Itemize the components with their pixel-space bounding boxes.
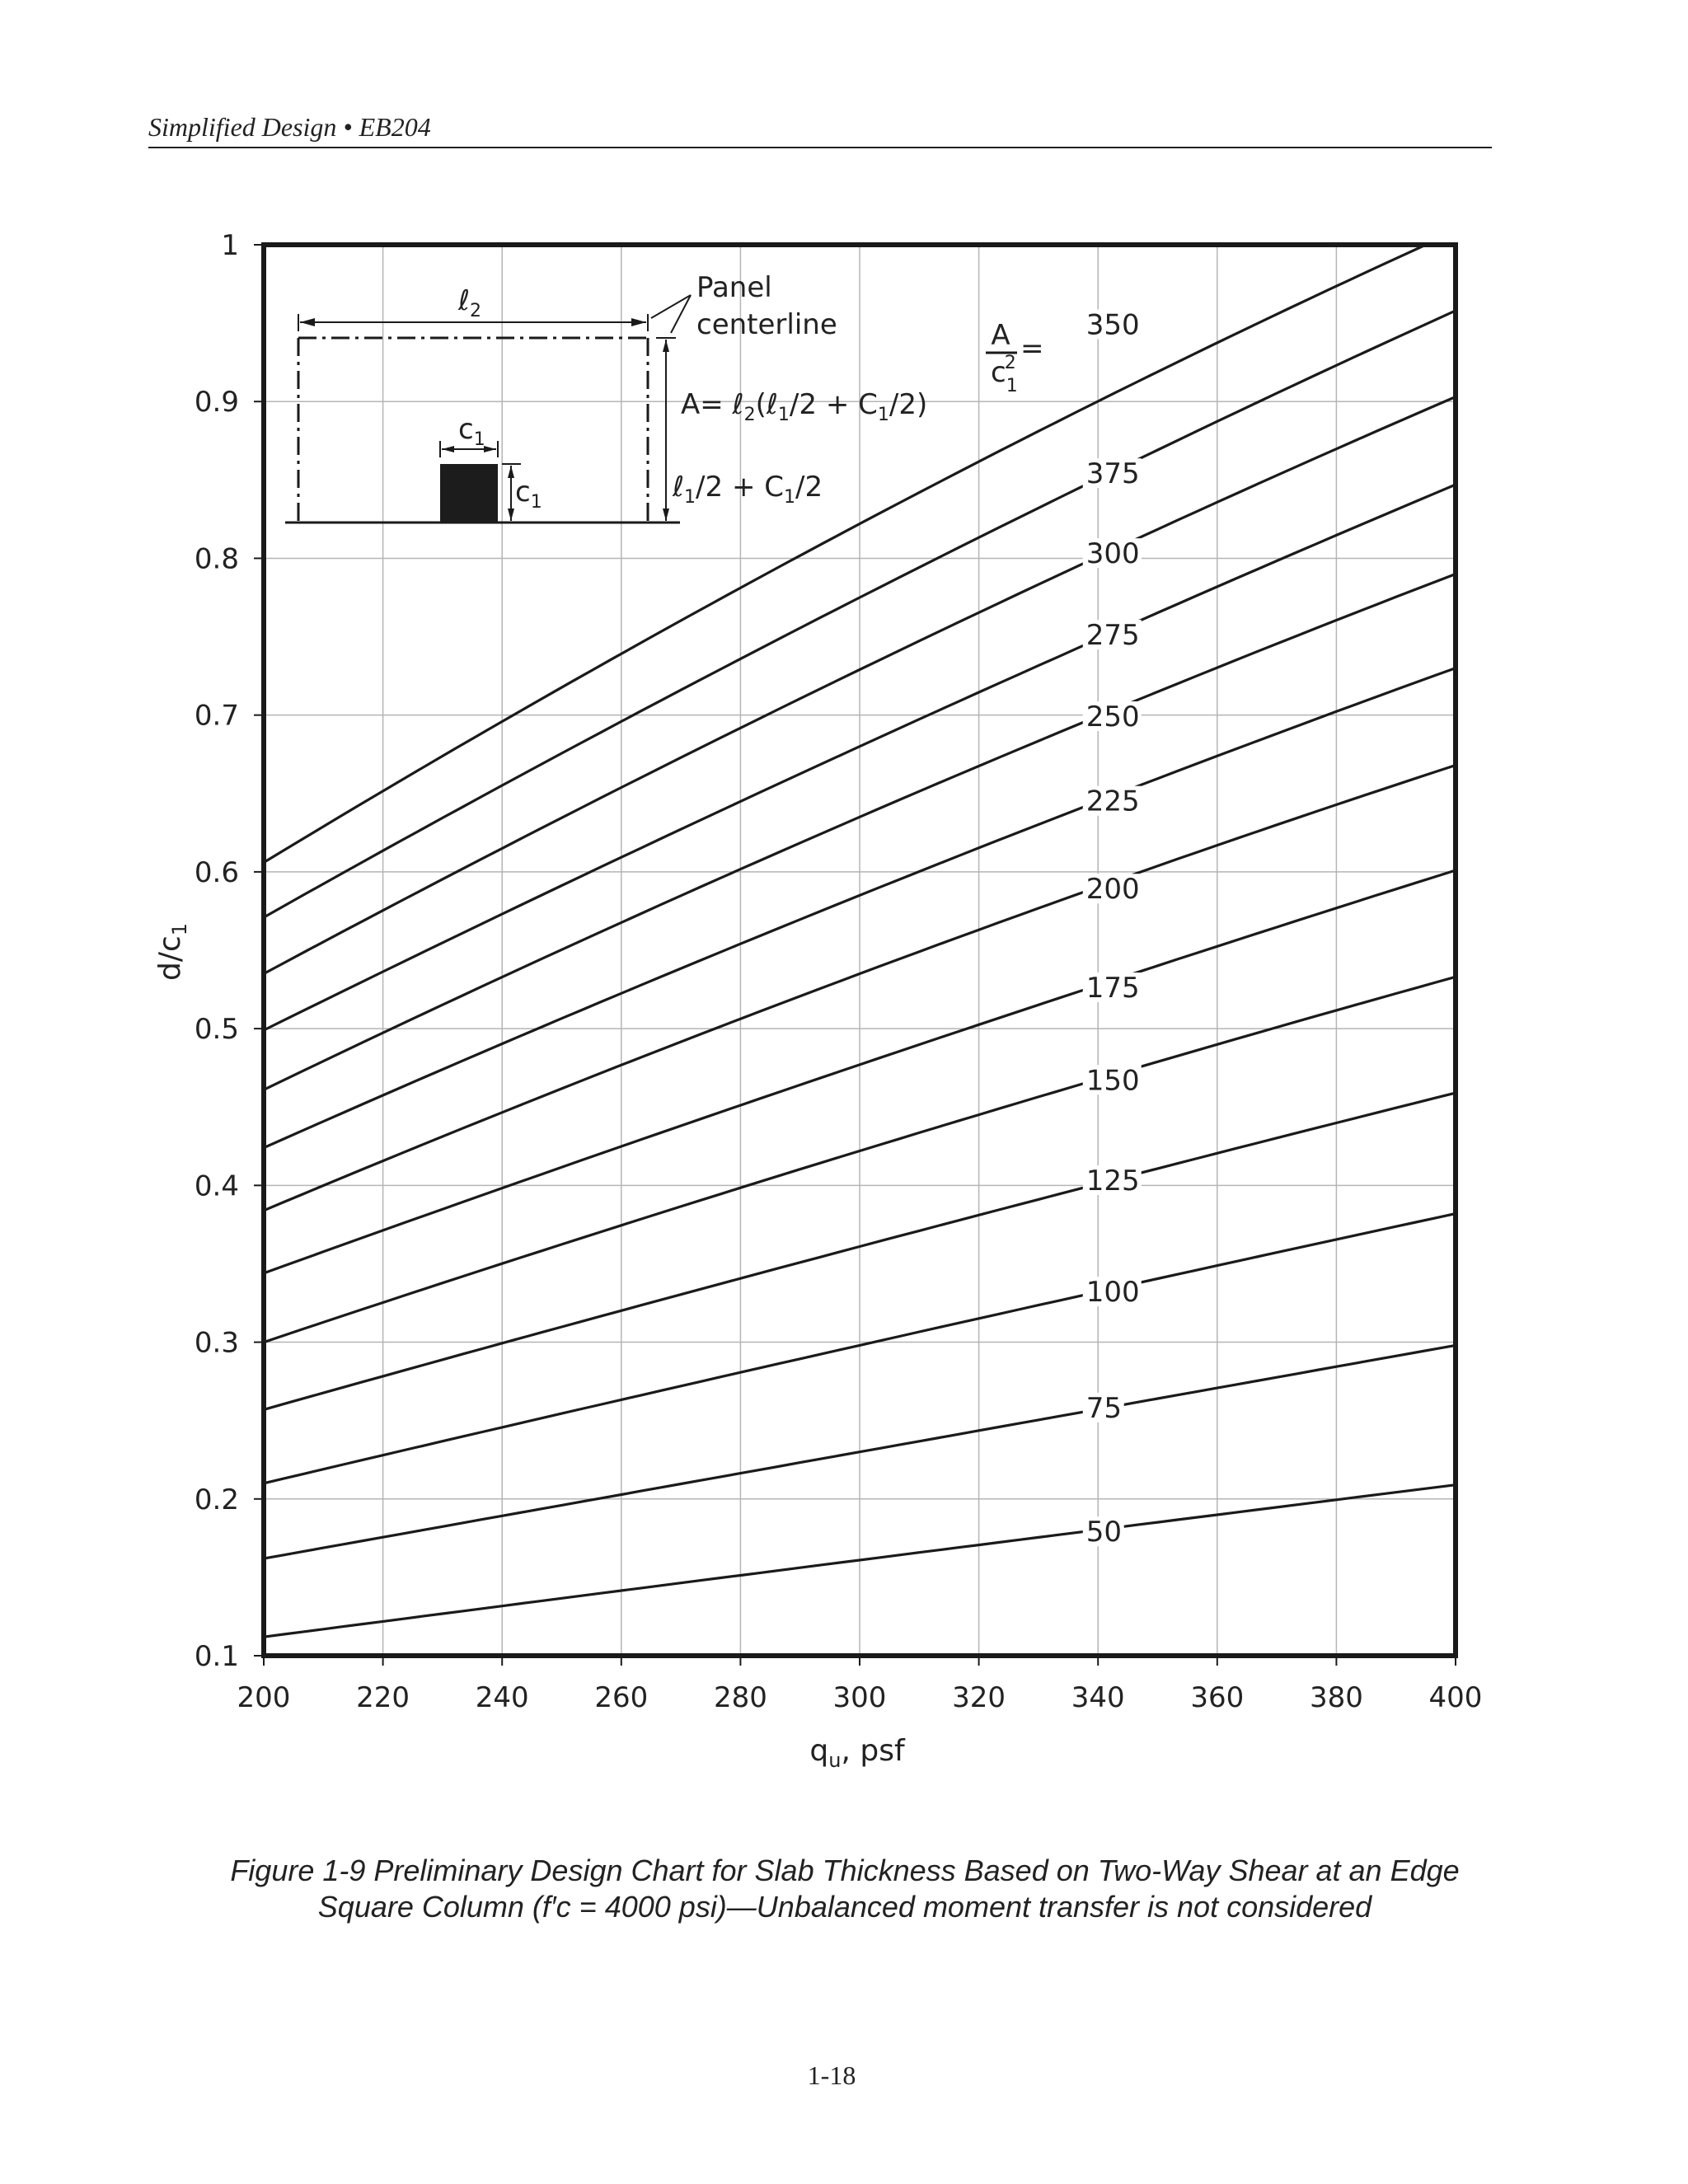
y-tick-label: 0.6: [194, 855, 239, 889]
x-tick-label: 280: [713, 1681, 767, 1714]
legend-equals: =: [1020, 332, 1044, 365]
curve-label: 100: [1085, 1276, 1140, 1310]
x-tick-label: 400: [1428, 1681, 1483, 1714]
page-number: 1-18: [807, 2060, 856, 2090]
column-square: [440, 464, 498, 523]
inset-labels: [457, 271, 927, 513]
running-header: Simplified Design • EB204: [148, 112, 431, 142]
inset-diagram: [285, 295, 691, 523]
panel-label: Panel: [696, 271, 772, 304]
curve-label: 125: [1085, 1165, 1140, 1198]
y-tick-label: 0.2: [194, 1483, 239, 1516]
curve-label-layer: [1083, 308, 1142, 1549]
y-tick-label: 0.8: [194, 542, 239, 576]
figure-caption: [124, 1853, 1566, 1925]
x-tick-label: 260: [594, 1681, 649, 1714]
y-tick-label: 1: [221, 229, 239, 262]
caption-line-2: Square Column (f′c = 4000 psi)—Unbalanced moment transfer is not considered: [317, 1890, 1372, 1924]
area-formula: A= ℓ$_2$(ℓ$_1$/2 + $C_1/2$): [681, 388, 928, 425]
caption-line-1: Figure 1-9 Preliminary Design Chart for Slab Thickness Based on Two-Way Shear at an Edge: [230, 1854, 1460, 1887]
y-tick-label: 0.1: [194, 1640, 239, 1673]
curve-label: 250: [1085, 700, 1140, 733]
y-tick-label: 0.3: [194, 1326, 239, 1360]
grid-layer: [264, 245, 1456, 1656]
x-tick-label: 300: [832, 1681, 887, 1714]
curve-label: 300: [1085, 537, 1140, 571]
curve-label: 375: [1085, 457, 1140, 491]
curve-label: 275: [1085, 619, 1140, 653]
l2-arrow-left: [300, 318, 315, 326]
y-tick-label: 0.4: [194, 1169, 239, 1203]
x-tick-label: 360: [1190, 1681, 1245, 1714]
centerline-label: centerline: [696, 308, 837, 341]
series-legend: [986, 319, 1044, 396]
x-tick-label: 200: [237, 1681, 291, 1714]
x-tick-label: 340: [1071, 1681, 1125, 1714]
x-tick-label: 320: [952, 1681, 1006, 1714]
tick-layer: [195, 229, 1483, 1714]
c1-top-label: $c_1$: [458, 413, 485, 450]
curve-label: 150: [1085, 1064, 1140, 1098]
y-tick-label: 0.7: [194, 699, 239, 733]
y-tick-label: 0.9: [194, 386, 239, 419]
x-tick-label: 220: [356, 1681, 410, 1714]
c1-side-label: $c_1$: [515, 476, 542, 513]
legend-denominator: c2 1: [991, 353, 1018, 396]
curve-label: 75: [1085, 1391, 1123, 1425]
l2-arrow-right: [631, 318, 646, 326]
curve-label: 350: [1085, 308, 1140, 342]
y-tick-label: 0.5: [194, 1013, 239, 1047]
curve-label: 50: [1085, 1516, 1123, 1549]
x-tick-label: 380: [1309, 1681, 1363, 1714]
curve-label: 200: [1085, 873, 1140, 907]
y-axis-title: $d/c_1$: [153, 922, 191, 982]
legend-numerator: A: [991, 319, 1010, 352]
x-axis-title: $q_u$, psf: [809, 1734, 905, 1772]
x-tick-label: 240: [475, 1681, 529, 1714]
curve-label: 225: [1085, 785, 1140, 818]
half-span-label: ℓ$_1$/2 + $C_1/2$: [673, 471, 823, 508]
l2-label: ℓ$_2$: [458, 284, 482, 321]
curve-label: 175: [1085, 972, 1140, 1005]
